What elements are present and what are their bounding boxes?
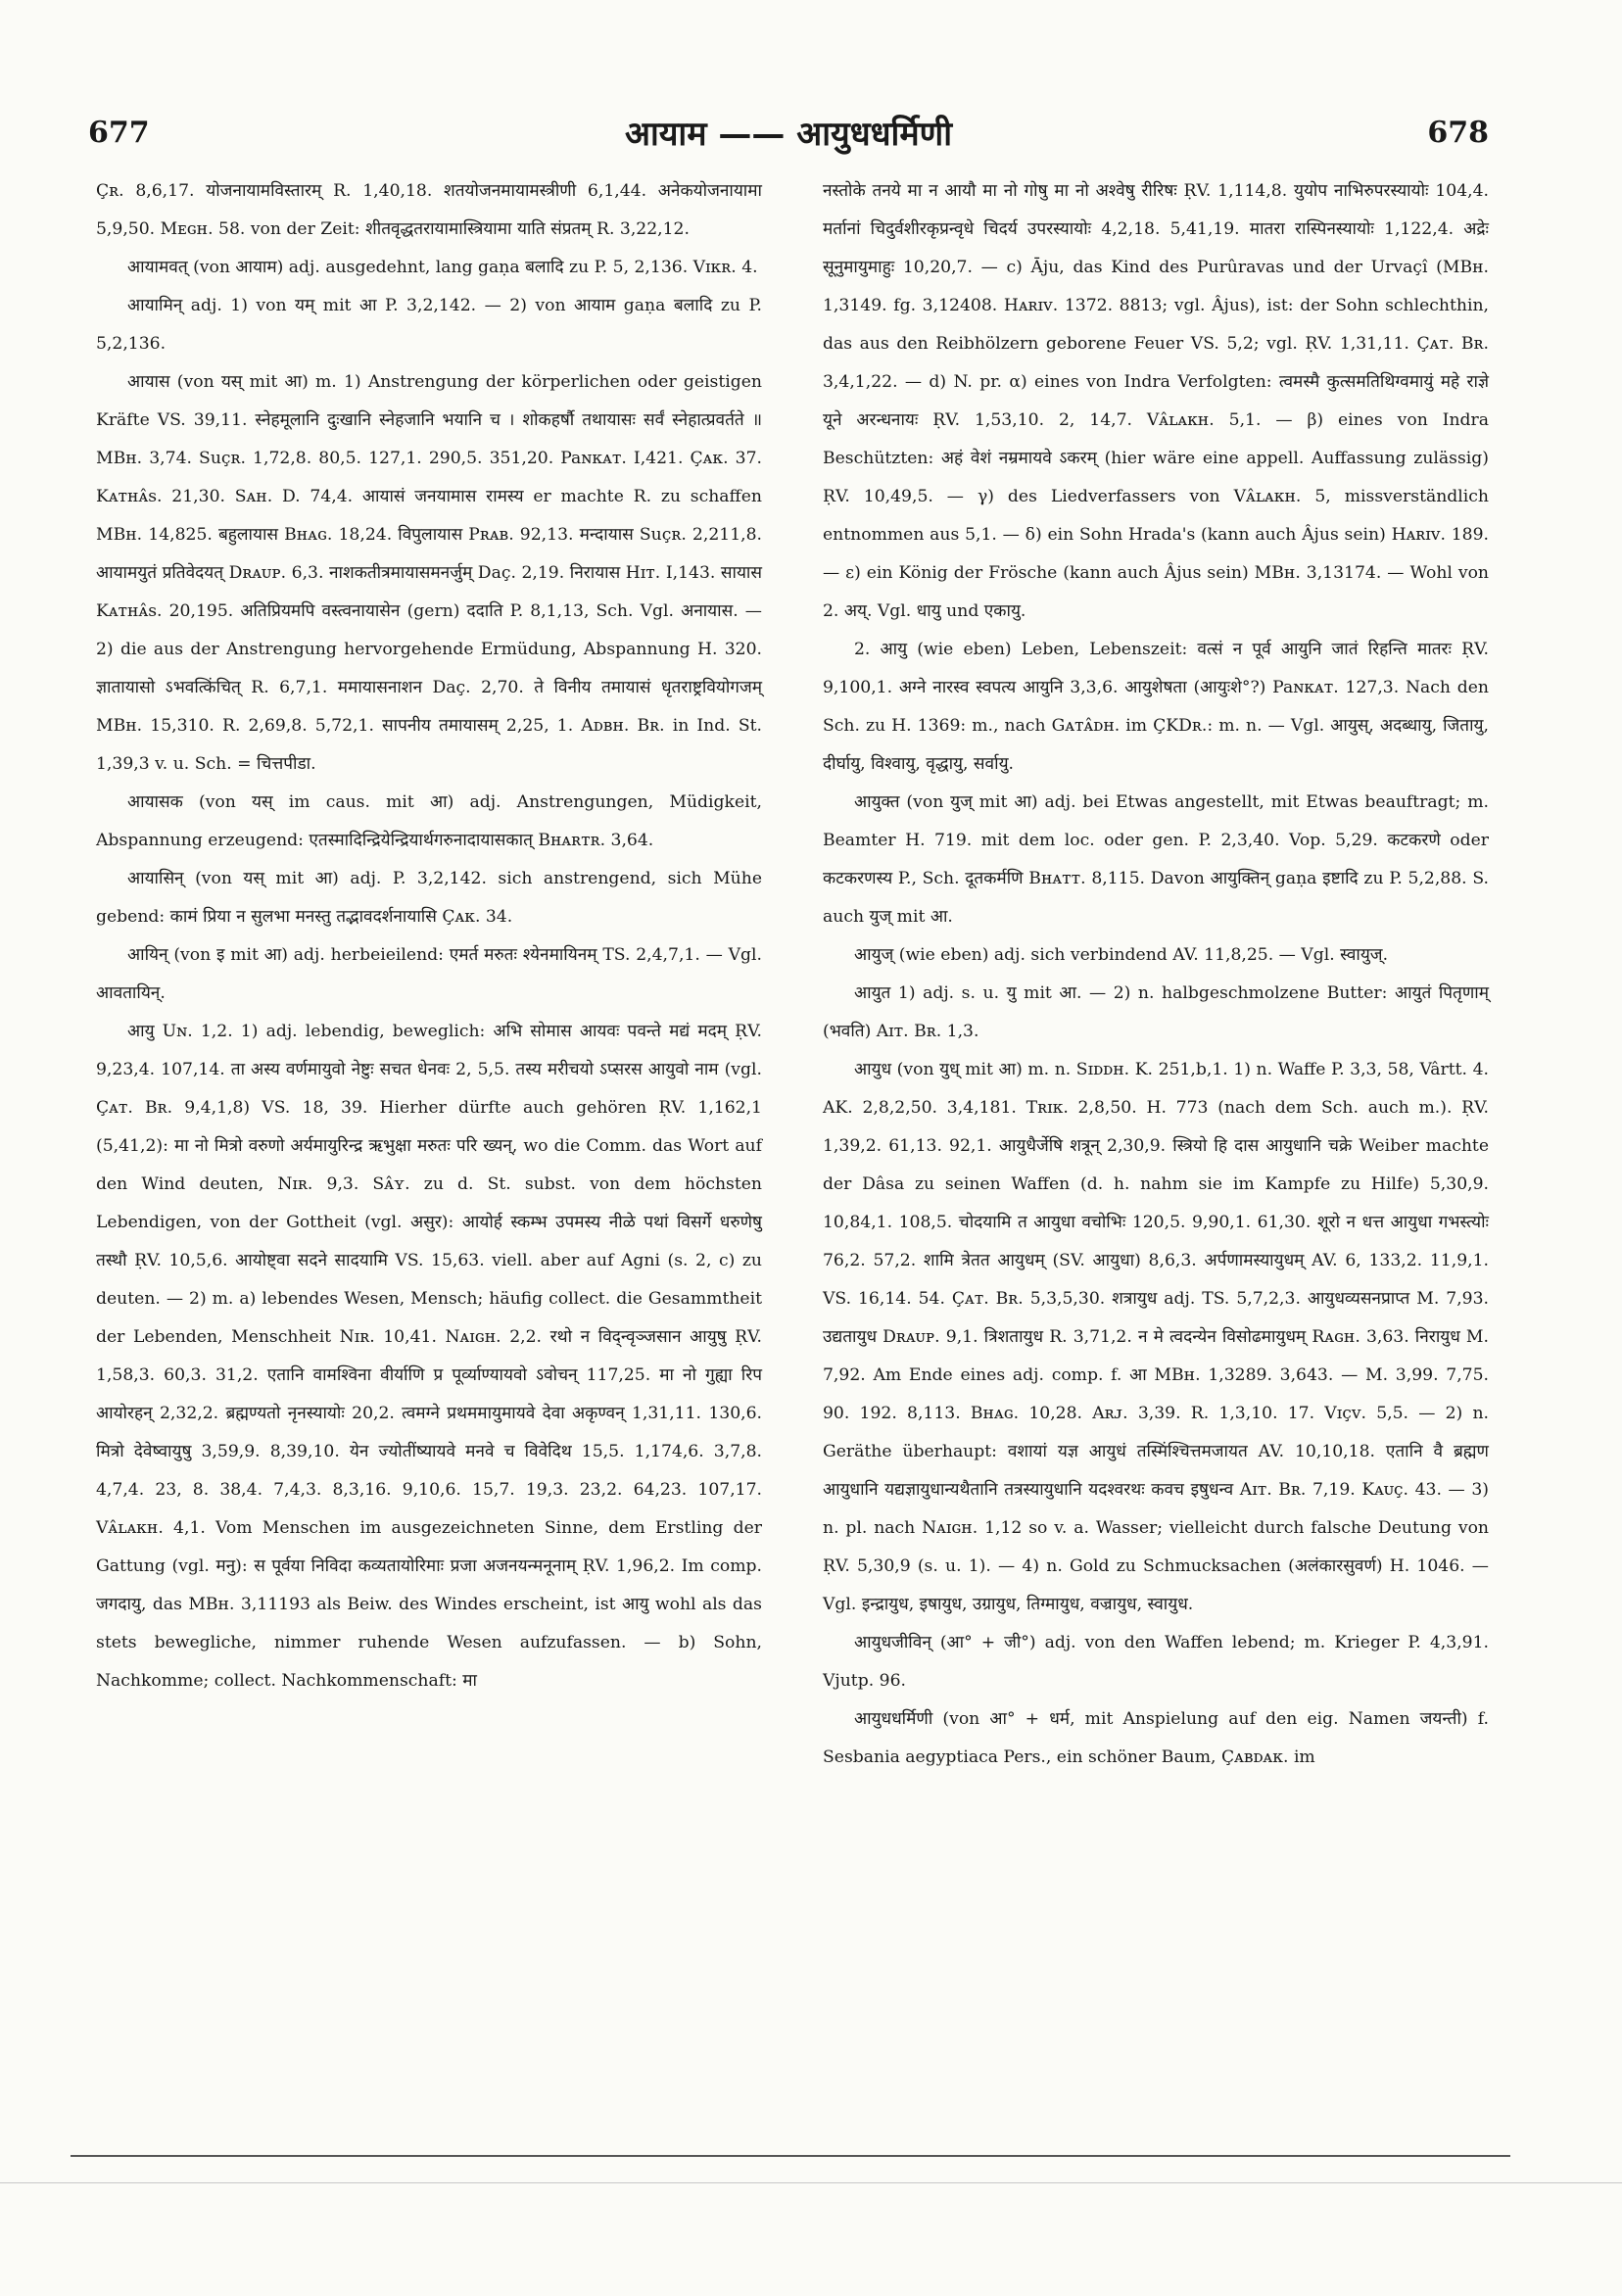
running-head-title: आयाम —— आयुधधर्मिणी (624, 115, 953, 154)
dictionary-entry: आयुध (von युध् mit आ) m. n. Sɪᴅᴅʜ. K. 251,b,1. 1) n. Waffe P. 3,3, 58, Vârtt. 4. AK. 2,8,2,50. 3,4,181. Tʀɪᴋ. 2,8,50. H. 773 (nach dem Sch. auch m.). ṚV. 1,39,2. 61,13. 92,1. आयुधैर्जेषि शत्रून् 2,30,9. स्त्रियो हि दास आयुधानि चक्रे Weiber machte der Dâsa zu seinen Waffen (d. h. nahm sie im Kampfe zu Hilfe) 5,30,9. 10,84,1. 108,5. चोदयामि त आयुधा वचोभिः 120,5. 9,90,1. 61,30. शूरो न धत्त आयुधा गभस्त्योः 76,2. 57,2. शामि त्रेतत आयुधम् (SV. आयुधा) 8,6,3. अर्पणामस्यायुधम् AV. 6, 133,2. 11,9,1. VS. 16,14. 54. Çᴀᴛ. Bʀ. 5,3,5,30. शत्रायुध adj. TS. 5,7,2,3. आयुधव्यसनप्राप्त M. 7,93. उद्यतायुध Dʀᴀᴜᴘ. 9,1. त्रिशतायुध R. 3,71,2. न मे त्वदन्येन विसोढमायुधम् Rᴀɢʜ. 3,63. निरायुध M. 7,92. Am Ende eines adj. comp. f. आ MBʜ. 1,3289. 3,643. — M. 3,99. 7,75. 90. 192. 8,113. Bʜᴀɢ. 10,28. Aʀᴊ. 3,39. R. 1,3,10. 17. Vɪçᴠ. 5,5. — 2) n. Geräthe überhaupt: वशायां यज्ञ आयुधं तस्मिंश्चित्तमजायत AV. 10,10,18. एतानि वै ब्रह्मण आयुधानि यद्यज्ञायुधान्यथैतानि तत्रस्यायुधानि यदश्वरथः कवच इषुधन्व Aɪᴛ. Bʀ. 7,19. Kᴀᴜç. 43. — 3) n. pl. nach Nᴀɪɢʜ. 1,12 so v. a. Wasser; vielleicht durch falsche Deutung von ṚV. 5,30,9 (s. u. 1). — 4) n. Gold zu Schmucksachen (अलंकारसुवर्ण) H. 1046. — Vgl. इन्द्रायुध, इषायुध, उग्रायुध, तिग्मायुध, वज्रायुध, स्वायुध. (823, 1060, 1489, 1614)
dictionary-entry: आयासिन् (von यस् mit आ) adj. P. 3,2,142. sich anstrengend, sich Mühe gebend: कामं प्रिया न सुलभा मनस्तु तद्भावदर्शनायासि Çᴀᴋ. 34. (96, 869, 762, 927)
dictionary-entry: आयुधधर्मिणी (von आ° + धर्म, mit Anspielung auf den eig. Namen जयन्ती) f. Sesbania aegyptiaca Pers., ein schöner Baum, Çᴀʙᴅᴀᴋ. im (823, 1709, 1489, 1767)
dictionary-entry: Çʀ. 8,6,17. योजनायामविस्तारम् R. 1,40,18. शतयोजनमायामस्त्रीणी 6,1,44. अनेकयोजनायामा 5,9,50. Mᴇɢʜ. 58. von der Zeit: शीतवृद्धतरायामास्त्रियामा याति संप्रतम् R. 3,22,12. (96, 181, 762, 239)
page-number-right: 678 (1427, 116, 1489, 150)
dictionary-entry: आयामवत् (von आयाम) adj. ausgedehnt, lang gaṇa बलादि zu P. 5, 2,136. Vɪᴋʀ. 4. (127, 258, 758, 277)
dictionary-entry: आयुक्त (von युज् mit आ) adj. bei Etwas angestellt, mit Etwas beauftragt; m. Beamter H. 719. mit dem loc. oder gen. P. 2,3,40. Vop. 5,29. कटकरणे oder कटकरणस्य P., Sch. दूतकर्मणि Bʜᴀᴛᴛ. 8,115. Davon आयुक्तिन् gaṇa इष्टादि zu P. 5,2,88. S. auch युज् mit आ. (823, 792, 1489, 927)
dictionary-entry: आयास (von यस् mit आ) m. 1) Anstrengung der körperlichen oder geistigen Kräfte VS. 39,11. स्नेहमूलानि दुःखानि स्नेहजानि भयानि च । शोकहर्षौ तथायासः सर्वं स्नेहात्प्रवर्तते ॥ MBʜ. 3,74. Suçʀ. 1,72,8. 80,5. 127,1. 290,5. 351,20. Paɴᴋᴀᴛ. I,421. Çᴀᴋ. 37. Kᴀᴛʜᴀ̂s. 21,30. Sᴀʜ. D. 74,4. आयासं जनयामास रामस्य er machte R. zu schaffen MBʜ. 14,825. बहुलायास Bʜᴀɢ. 18,24. विपुलायास Pʀᴀʙ. 92,13. मन्दायास Suçʀ. 2,211,8. आयामयुतं प्रतिवेदयत् Dʀᴀᴜᴘ. 6,3. नाशकतीत्रमायासमनर्जुम् Daç. 2,19. निरायास Hɪᴛ. I,143. सायास Kᴀᴛʜᴀ̂s. 20,195. अतिप्रियमपि वस्त्वनायासेन (gern) ददाति P. 8,1,13, Sch. Vgl. अनायास. — 2) die aus der Anstrengung hervorgehende Ermüdung, Abspannung H. 320. ज्ञातायासो ऽभवत्किंचित् R. 6,7,1. ममायासनाशन Daç. 2,70. ते विनीय तमायासं धृतराष्ट्रवियोगजम् MBʜ. 15,310. R. 2,69,8. 5,72,1. सापनीय तमायासम् 2,25, 1. Aᴅʙʜ. Bʀ. in Ind. St. 1,39,3 v. u. Sch. = चित्तपीडा. (96, 372, 762, 774)
dictionary-entry: आयुधजीविन् (आ° + जी°) adj. von den Waffen lebend; m. Krieger P. 4,3,91. Vjutp. 96. (823, 1633, 1489, 1691)
dictionary-entry: आयिन् (von इ mit आ) adj. herbeieilend: एमर्त मरुतः श्येनमायिनम् TS. 2,4,7,1. — Vgl. आवतायिन्. (96, 945, 762, 1003)
bottom-rule (71, 2155, 1510, 2157)
dictionary-entry: आयामिन् adj. 1) von यम् mit आ P. 3,2,142. — 2) von आयाम gaṇa बलादि zu P. 5,2,136. (96, 296, 762, 354)
dictionary-entry: नस्तोके तनये मा न आयौ मा नो गोषु मा नो अश्वेषु रीरिषः ṚV. 1,114,8. युयोप नाभिरुपरस्यायोः 104,4. मर्तानां चिदुर्वशीरकृप्रन्वृधे चिदर्य उपरस्यायोः 4,2,18. 5,41,19. मातरा रास्पिनस्यायोः 1,122,4. अद्रेः सूनुमायुमाहुः 10,20,7. — c) Āju, das Kind des Purûravas und der Urvaçî (MBʜ. 1,3149. fg. 3,12408. Hᴀʀɪᴠ. 1372. 8813; vgl. Âjus), ist: der Sohn schlechthin, das aus den Reibhölzern geborene Feuer VS. 5,2; vgl. ṚV. 1,31,11. Çᴀᴛ. Bʀ. 3,4,1,22. — d) N. pr. α) eines von Indra Verfolgten: त्वमस्मै कुत्समतिथिग्वमायुं महे राज्ञे यूने अरन्धनायः ṚV. 1,53,10. 2, 14,7. Vᴀ̂ʟᴀᴋʜ. 5,1. — β) eines von Indra Beschützten: अहं वेशं नम्रमायवे ऽकरम् (hier wäre eine appell. Auffassung zulässig) ṚV. 10,49,5. — γ) des Liedverfassers von Vᴀ̂ʟᴀᴋʜ. 5, missverständlich entnommen aus 5,1. — δ) ein Sohn Hrada's (kann auch Âjus sein) Hᴀʀɪᴠ. 189. — ε) ein König der Frösche (kann auch Âjus sein) MBʜ. 3,13174. — Wohl von 2. अय्. Vgl. धायु und एकायु. (823, 181, 1489, 621)
dictionary-entry: आयुत 1) adj. s. u. यु mit आ. — 2) n. halbgeschmolzene Butter: आयुतं पितृणाम् (भवति) Aɪᴛ. Bʀ. 1,3. (823, 983, 1489, 1041)
page-header (88, 106, 1489, 153)
right-column (823, 172, 1489, 1777)
dictionary-entry: आयासक (von यस् im caus. mit आ) adj. Anstrengungen, Müdigkeit, Abspannung erzeugend: एतस्मादिन्द्रियेन्द्रियार्थगरुनादायासकात् Bʜᴀʀᴛʀ. 3,64. (96, 792, 762, 850)
dictionary-entry: आयु Uɴ. 1,2. 1) adj. lebendig, beweglich: अभि सोमास आयवः पवन्ते मद्यं मदम् ṚV. 9,23,4. 107,14. ता अस्य वर्णमायुवो नेष्टुः सचत धेनवः 2, 5,5. तस्य मरीचयो ऽप्सरस आयुवो नाम (vgl. Çᴀᴛ. Bʀ. 9,4,1,8) VS. 18, 39. Hierher dürfte auch gehören ṚV. 1,162,1 (5,41,2): मा नो मित्रो वरुणो अर्यमायुरिन्द्र ऋभुक्षा मरुतः परि ख्यन्, wo die Comm. das Wort auf den Wind deuten, Nɪʀ. 9,3. Sᴀ̂ʏ. zu d. St. subst. von dem höchsten Lebendigen, von der Gottheit (vgl. असुर): आयोर्ह स्कम्भ उपमस्य नीळे पथां विसर्गे धरुणेषु तस्थौ ṚV. 10,5,6. आयोष्ट्वा सदने सादयामि VS. 15,63. viell. aber auf Agni (s. 2, c) zu deuten. — 2) m. a) lebendes Wesen, Mensch; häufig collect. die Gesammtheit der Lebenden, Menschheit Nɪʀ. 10,41. Nᴀɪɢʜ. 2,2. रथो न विद्न्वृञ्जसान आयुषु ṚV. 1,58,3. 60,3. 31,2. एतानि वामश्विना वीर्याणि प्र पूर्व्याण्यायवो ऽवोचन् 117,25. मा नो गुह्या रिप आयोरहन् 2,32,2. ब्रह्मण्यतो नृनस्यायोः 20,2. त्वमग्ने प्रथममायुमायवे देवा अकृण्वन् 1,31,11. 130,6. मित्रो देवेष्वायुषु 3,59,9. 8,39,10. येन ज्योतींष्यायवे मनवे च विवेदिथ 15,5. 1,174,6. 3,7,8. 4,7,4. 23, 8. 38,4. 7,4,3. 8,3,16. 9,10,6. 15,7. 19,3. 23,2. 64,23. 107,17. Vᴀ̂ʟᴀᴋʜ. 4,1. Vom Menschen im ausgezeichneten Sinne, dem Erstling der Gattung (vgl. मनु): स पूर्वया निविदा कव्यतायोरिमाः प्रजा अजनयन्मनूनाम् ṚV. 1,96,2. Im comp. जगदायु, das MBʜ. 3,11193 als Beiw. des Windes erscheint, ist आयु wohl als das stets bewegliche, nimmer ruhende Wesen aufzufassen. — b) Sohn, Nachkomme; collect. Nachkommenschaft: मा (96, 1022, 762, 1691)
page-edge-line (0, 2182, 1622, 2183)
left-column (96, 172, 762, 1700)
page-number-left: 677 (88, 116, 150, 150)
dictionary-entry: आयुज् (wie eben) adj. sich verbindend AV. 11,8,25. — Vgl. स्वायुज्. (854, 945, 1389, 965)
dictionary-entry: 2. आयु (wie eben) Leben, Lebenszeit: वत्सं न पूर्व आयुनि जातं रिहन्ति मातरः ṚV. 9,100,1. अग्ने नारस्व स्वपत्य आयुनि 3,3,6. आयुशेषता (आयुःशे°?) Paɴᴋᴀᴛ. 127,3. Nach den Sch. zu H. 1369: m., nach Gᴀᴛᴀ̂ᴅʜ. im ÇKDʀ.: m. n. — Vgl. आयुस्, अदब्धायु, जितायु, दीर्घायु, विश्वायु, वृद्धायु, सर्वायु. (823, 640, 1489, 774)
